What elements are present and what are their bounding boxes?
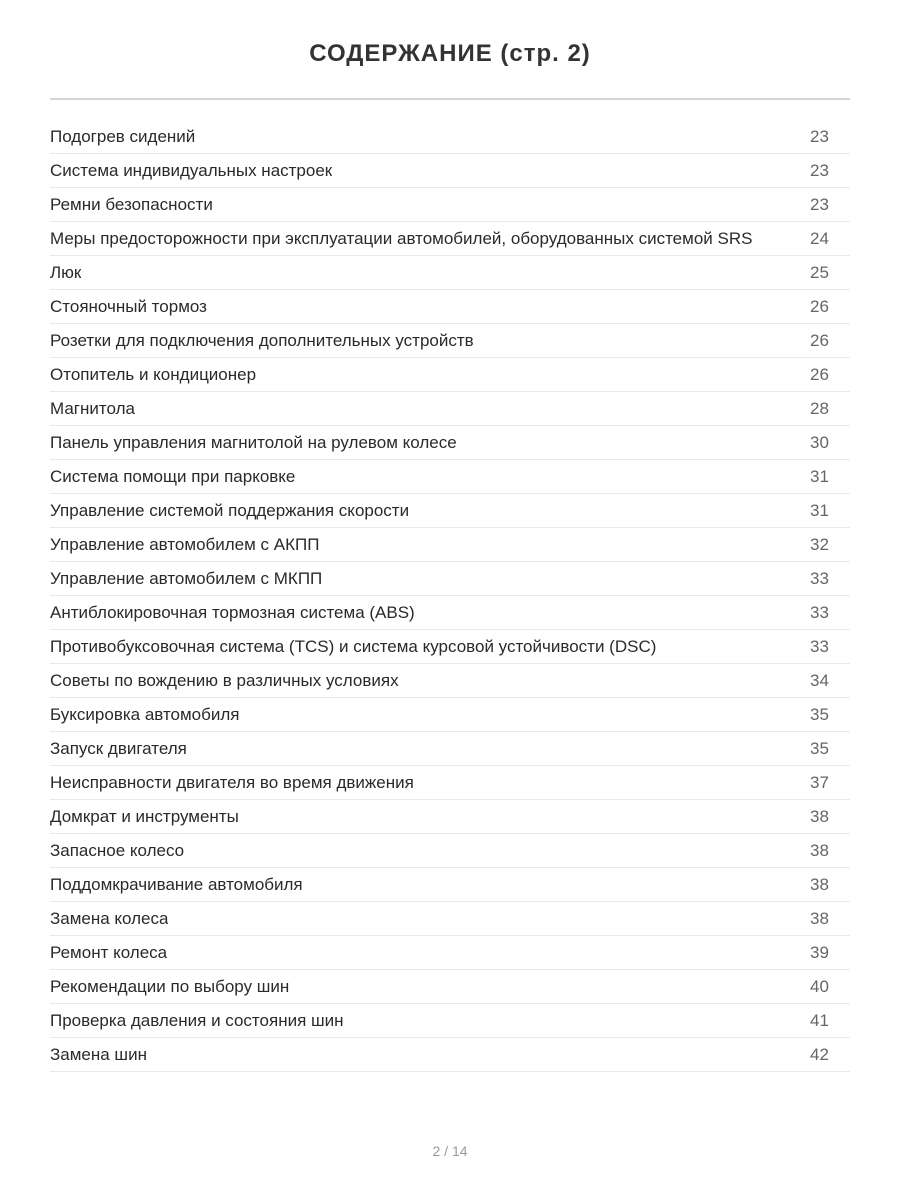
toc-entry[interactable] <box>50 426 850 460</box>
toc-entry[interactable] <box>50 936 850 970</box>
toc-entry-page-number: 26 <box>810 296 829 316</box>
toc-entry-label: Советы по вождению в различных условиях <box>50 670 399 690</box>
toc-entry[interactable] <box>50 868 850 902</box>
toc-entry-label: Управление системой поддержания скорости <box>50 500 410 520</box>
toc-entry[interactable] <box>50 902 850 936</box>
toc-entry[interactable] <box>50 494 850 528</box>
toc-entry-page-number: 31 <box>810 500 829 520</box>
toc-entry-page-number: 23 <box>810 160 829 180</box>
toc-entry-label: Управление автомобилем с АКПП <box>50 534 320 554</box>
toc-entry-label: Поддомкрачивание автомобиля <box>50 874 303 894</box>
toc-entry-label: Ремонт колеса <box>50 942 168 962</box>
toc-entry[interactable] <box>50 324 850 358</box>
toc-entry-page-number: 23 <box>810 126 829 146</box>
toc-entry-label: Проверка давления и состояния шин <box>50 1010 344 1030</box>
toc-entry-page-number: 33 <box>810 568 829 588</box>
toc-entry-page-number: 41 <box>810 1010 829 1030</box>
toc-entry[interactable] <box>50 562 850 596</box>
toc-entry[interactable] <box>50 392 850 426</box>
toc-entry[interactable] <box>50 528 850 562</box>
toc-entry-page-number: 38 <box>810 806 829 826</box>
toc-entry[interactable] <box>50 664 850 698</box>
toc-entry[interactable] <box>50 596 850 630</box>
toc-entry-page-number: 25 <box>810 262 829 282</box>
toc-entry-label: Подогрев сидений <box>50 126 196 146</box>
toc-entry-page-number: 38 <box>810 840 829 860</box>
toc-entry-page-number: 42 <box>810 1044 829 1064</box>
toc-entry[interactable] <box>50 970 850 1004</box>
toc-entry-label: Антиблокировочная тормозная система (ABS) <box>50 602 415 622</box>
toc-entry[interactable] <box>50 1038 850 1072</box>
toc-entry-label: Система индивидуальных настроек <box>50 160 333 180</box>
page-title: СОДЕРЖАНИЕ (стр. 2) <box>309 40 591 67</box>
title-divider <box>50 98 850 100</box>
toc-entry-page-number: 23 <box>810 194 829 214</box>
toc-entry-label: Розетки для подключения дополнительных устройств <box>50 330 474 350</box>
toc-entry-label: Запасное колесо <box>50 840 185 860</box>
toc-entry-page-number: 34 <box>810 670 829 690</box>
toc-entry-page-number: 24 <box>810 228 829 248</box>
toc-entry-label: Неисправности двигателя во время движения <box>50 772 414 792</box>
toc-entry[interactable] <box>50 120 850 154</box>
toc-entry-page-number: 28 <box>810 398 829 418</box>
toc-entry-label: Замена шин <box>50 1044 147 1064</box>
toc-entry[interactable] <box>50 290 850 324</box>
toc-entry-label: Замена колеса <box>50 908 169 928</box>
toc-entry-page-number: 38 <box>810 908 829 928</box>
toc-entry-label: Система помощи при парковке <box>50 466 296 486</box>
toc-entry[interactable] <box>50 732 850 766</box>
toc-entry-label: Магнитола <box>50 398 135 418</box>
toc-entry-page-number: 33 <box>810 602 829 622</box>
toc-entry-label: Буксировка автомобиля <box>50 704 240 724</box>
toc-entry-page-number: 30 <box>810 432 829 452</box>
toc-entry-page-number: 37 <box>810 772 829 792</box>
page-number: 2 / 14 <box>432 1143 468 1159</box>
toc-entry-page-number: 26 <box>810 330 829 350</box>
toc-entry-page-number: 39 <box>810 942 829 962</box>
toc-entry-label: Стояночный тормоз <box>50 296 207 316</box>
toc-entry[interactable] <box>50 1004 850 1038</box>
toc-entry-page-number: 26 <box>810 364 829 384</box>
toc-entry[interactable] <box>50 630 850 664</box>
toc-entry[interactable] <box>50 222 850 256</box>
toc-entry-label: Меры предосторожности при эксплуатации автомобилей, оборудованных системой SRS <box>50 228 753 248</box>
toc-entry[interactable] <box>50 800 850 834</box>
toc-entry-page-number: 38 <box>810 874 829 894</box>
toc-entry[interactable] <box>50 358 850 392</box>
toc-entry-label: Отопитель и кондиционер <box>50 364 257 384</box>
toc-entry-label: Люк <box>50 262 82 282</box>
toc-entry-label: Рекомендации по выбору шин <box>50 976 290 996</box>
toc-entry[interactable] <box>50 188 850 222</box>
table-of-contents <box>50 120 850 1072</box>
toc-entry-page-number: 31 <box>810 466 829 486</box>
toc-entry-page-number: 40 <box>810 976 829 996</box>
toc-entry-page-number: 35 <box>810 738 829 758</box>
toc-entry-page-number: 33 <box>810 636 829 656</box>
toc-entry[interactable] <box>50 460 850 494</box>
toc-entry[interactable] <box>50 256 850 290</box>
toc-entry[interactable] <box>50 766 850 800</box>
toc-entry[interactable] <box>50 698 850 732</box>
toc-entry-label: Панель управления магнитолой на рулевом колесе <box>50 432 457 452</box>
toc-entry-label: Домкрат и инструменты <box>50 806 239 826</box>
toc-entry[interactable] <box>50 834 850 868</box>
toc-entry-label: Противобуксовочная система (TCS) и система курсовой устойчивости (DSC) <box>50 636 657 656</box>
toc-entry-label: Ремни безопасности <box>50 194 213 214</box>
toc-entry[interactable] <box>50 154 850 188</box>
toc-entry-label: Запуск двигателя <box>50 738 187 758</box>
toc-entry-label: Управление автомобилем с МКПП <box>50 568 323 588</box>
toc-entry-page-number: 35 <box>810 704 829 724</box>
toc-entry-page-number: 32 <box>810 534 829 554</box>
